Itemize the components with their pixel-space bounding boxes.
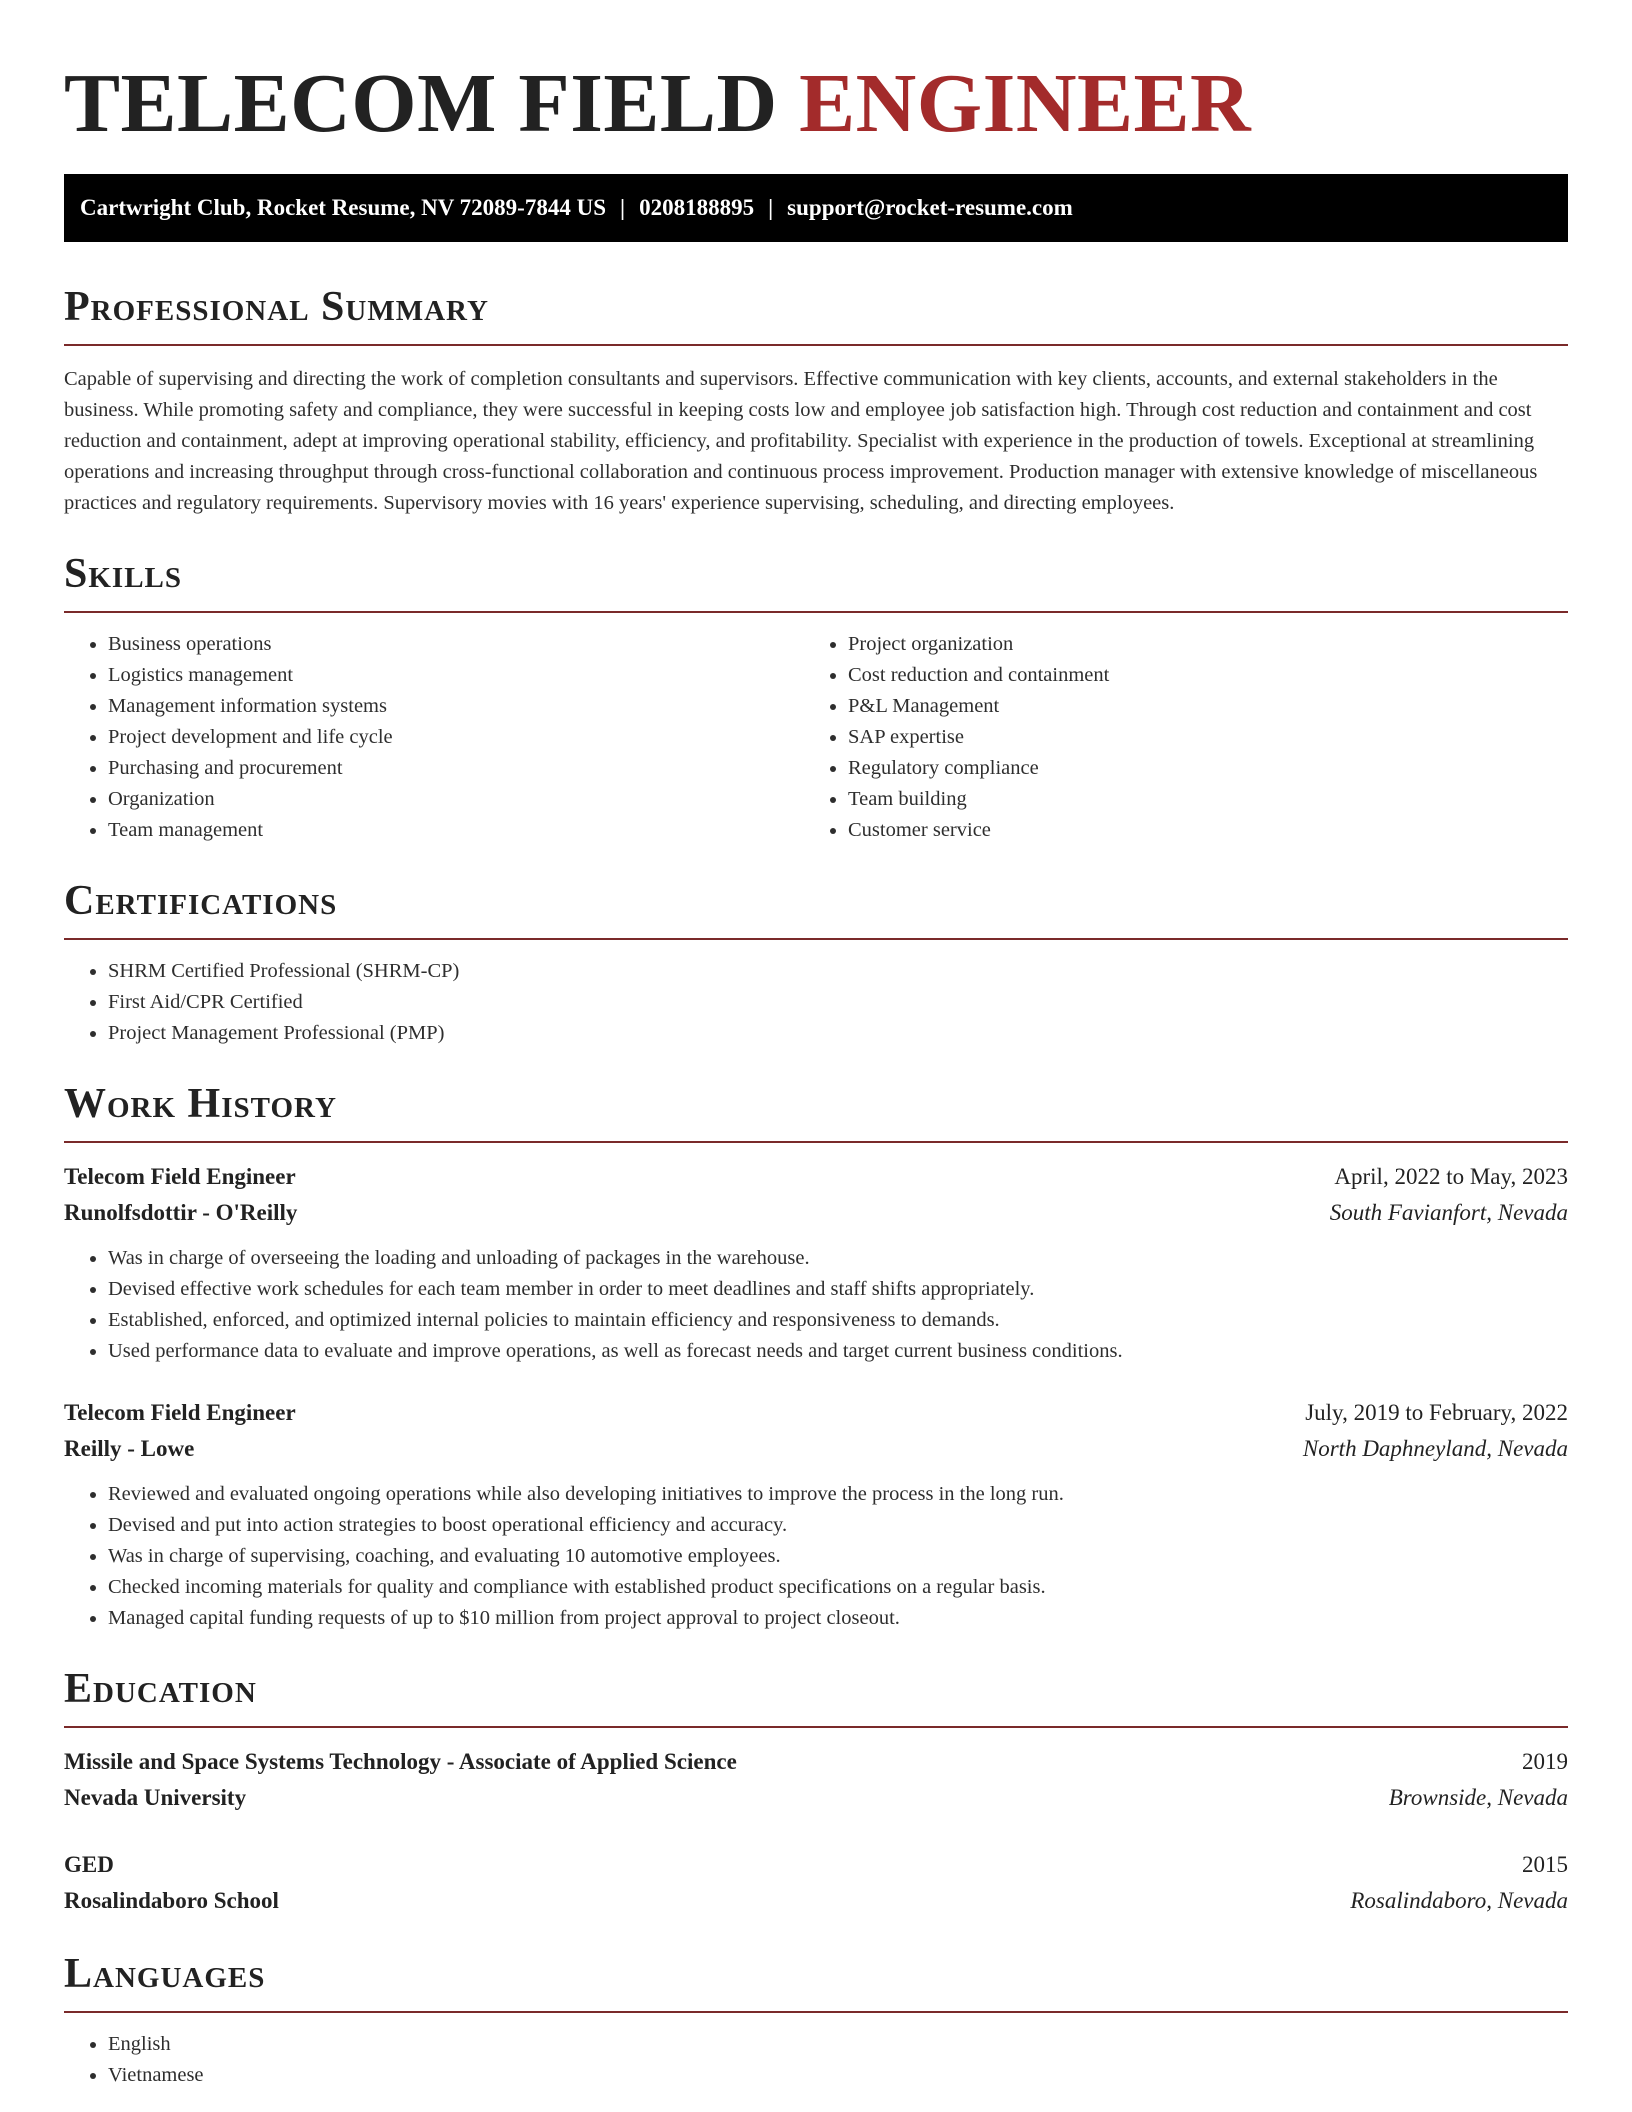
education-section bbox=[64, 1664, 1568, 1919]
education-year: 2015 bbox=[1522, 1852, 1568, 1877]
section-heading-summary: Professional Summary bbox=[64, 284, 489, 330]
skills-column-left bbox=[64, 629, 804, 846]
job-bullet: • Reviewed and evaluated ongoing operations while also developing initiatives to improve the process in the long run. bbox=[108, 1479, 1568, 1510]
job-company: Reilly - Lowe bbox=[64, 1436, 195, 1461]
job-bullet: • Devised effective work schedules for each team member in order to meet deadlines and staff shifts appropriately. bbox=[108, 1274, 1568, 1305]
job-entry bbox=[64, 1395, 1568, 1634]
education-degree-row bbox=[64, 1847, 1568, 1883]
job-title: Telecom Field Engineer bbox=[64, 1400, 296, 1425]
skill-item: • Cost reduction and containment bbox=[848, 660, 1544, 691]
job-company: Runolfsdottir - O'Reilly bbox=[64, 1200, 298, 1225]
certification-item: • Project Management Professional (PMP) bbox=[108, 1018, 1568, 1049]
section-divider bbox=[64, 938, 1568, 940]
job-company-row bbox=[64, 1431, 1568, 1467]
job-location: South Favianfort, Nevada bbox=[1329, 1200, 1568, 1225]
skill-item: • Regulatory compliance bbox=[848, 753, 1544, 784]
section-divider bbox=[64, 344, 1568, 346]
summary-section bbox=[64, 282, 1568, 519]
skill-item: • SAP expertise bbox=[848, 722, 1544, 753]
job-bullet: • Devised and put into action strategies to boost operational efficiency and accuracy. bbox=[108, 1510, 1568, 1541]
skills-column-right bbox=[804, 629, 1544, 846]
language-item: • English bbox=[108, 2029, 1568, 2060]
section-heading-education: Education bbox=[64, 1666, 257, 1712]
contact-bar bbox=[64, 174, 1568, 242]
job-bullet: • Managed capital funding requests of up to $10 million from project approval to project closeout. bbox=[108, 1603, 1568, 1634]
education-year: 2019 bbox=[1522, 1749, 1568, 1774]
education-entry bbox=[64, 1847, 1568, 1919]
job-dates: April, 2022 to May, 2023 bbox=[1334, 1164, 1568, 1189]
skill-item: • Team management bbox=[108, 815, 804, 846]
certifications-section bbox=[64, 876, 1568, 1049]
contact-separator: | bbox=[620, 195, 626, 220]
section-divider bbox=[64, 1141, 1568, 1143]
education-school: Rosalindaboro School bbox=[64, 1888, 279, 1913]
job-header-row bbox=[64, 1395, 1568, 1431]
skills-section bbox=[64, 549, 1568, 846]
education-degree: GED bbox=[64, 1852, 114, 1877]
section-divider bbox=[64, 611, 1568, 613]
skill-item: • Project organization bbox=[848, 629, 1544, 660]
education-degree: Missile and Space Systems Technology - Associate of Applied Science bbox=[64, 1749, 737, 1774]
skill-item: • Logistics management bbox=[108, 660, 804, 691]
education-entry bbox=[64, 1744, 1568, 1816]
job-company-row bbox=[64, 1195, 1568, 1231]
language-item: • Vietnamese bbox=[108, 2060, 1568, 2091]
job-dates: July, 2019 to February, 2022 bbox=[1305, 1400, 1568, 1425]
summary-text: Capable of supervising and directing the work of completion consultants and supervisors. Effective communication with key clients, accounts, and external stakeholders in the business. While promoting safety and compliance, they were successful in keeping costs low and employee job satisfaction high. Through cost reduction and containment and cost reduction and containment, adept at improving operational stability, efficiency, and profitability. Specialist with experience in the production of towels. Exceptional at streamlining operations and increasing throughput through cross-functional collaboration and continuous process improvement. Production manager with extensive knowledge of miscellaneous practices and regulatory requirements. Supervisory movies with 16 years' experience supervising, scheduling, and directing employees. bbox=[64, 368, 1538, 514]
title-main: TELECOM FIELD bbox=[64, 57, 778, 150]
skill-item: • P&L Management bbox=[848, 691, 1544, 722]
education-degree-row bbox=[64, 1744, 1568, 1780]
resume-title bbox=[64, 0, 1568, 150]
skill-item: • Management information systems bbox=[108, 691, 804, 722]
skill-item: • Business operations bbox=[108, 629, 804, 660]
languages-section bbox=[64, 1949, 1568, 2091]
education-location: Rosalindaboro, Nevada bbox=[1350, 1888, 1568, 1913]
job-location: North Daphneyland, Nevada bbox=[1302, 1436, 1568, 1461]
section-divider bbox=[64, 1726, 1568, 1728]
job-bullet: • Was in charge of overseeing the loading and unloading of packages in the warehouse. bbox=[108, 1243, 1568, 1274]
job-title: Telecom Field Engineer bbox=[64, 1164, 296, 1189]
skill-item: • Team building bbox=[848, 784, 1544, 815]
skill-item: • Project development and life cycle bbox=[108, 722, 804, 753]
education-location: Brownside, Nevada bbox=[1388, 1785, 1568, 1810]
contact-address: Cartwright Club, Rocket Resume, NV 72089-7844 US bbox=[80, 195, 606, 220]
skill-item: • Customer service bbox=[848, 815, 1544, 846]
section-heading-skills: Skills bbox=[64, 551, 183, 597]
section-heading-certifications: Certifications bbox=[64, 878, 338, 924]
contact-phone: 0208188895 bbox=[639, 195, 755, 220]
education-school-row bbox=[64, 1883, 1568, 1919]
title-accent: ENGINEER bbox=[799, 57, 1252, 150]
education-school: Nevada University bbox=[64, 1785, 247, 1810]
job-header-row bbox=[64, 1159, 1568, 1195]
certification-item: • First Aid/CPR Certified bbox=[108, 987, 1568, 1018]
job-bullet: • Was in charge of supervising, coaching, and evaluating 10 automotive employees. bbox=[108, 1541, 1568, 1572]
job-bullet: • Established, enforced, and optimized internal policies to maintain efficiency and responsiveness to demands. bbox=[108, 1305, 1568, 1336]
contact-email[interactable]: support@rocket-resume.com bbox=[787, 195, 1073, 220]
work-history-section bbox=[64, 1079, 1568, 1634]
skills-columns bbox=[64, 629, 1568, 846]
skill-item: • Organization bbox=[108, 784, 804, 815]
job-entry bbox=[64, 1159, 1568, 1367]
job-bullet: • Used performance data to evaluate and improve operations, as well as forecast needs and target current business conditions. bbox=[108, 1336, 1568, 1367]
skill-item: • Purchasing and procurement bbox=[108, 753, 804, 784]
education-school-row bbox=[64, 1780, 1568, 1816]
section-heading-languages: Languages bbox=[64, 1951, 266, 1997]
certification-item: • SHRM Certified Professional (SHRM-CP) bbox=[108, 956, 1568, 987]
section-heading-work-history: Work History bbox=[64, 1081, 337, 1127]
contact-separator: | bbox=[768, 195, 774, 220]
job-bullet: • Checked incoming materials for quality and compliance with established product specifications on a regular basis. bbox=[108, 1572, 1568, 1603]
section-divider bbox=[64, 2011, 1568, 2013]
